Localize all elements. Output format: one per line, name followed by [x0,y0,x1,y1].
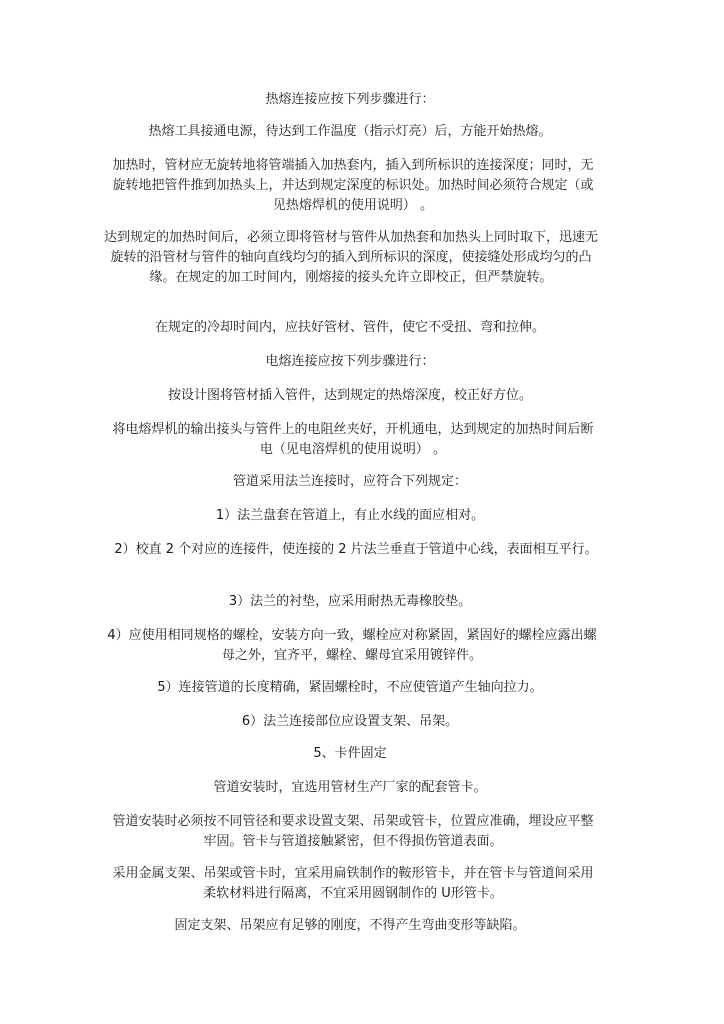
paragraph-support-rigidity: 固定支架、吊架应有足够的刚度，不得产生弯曲变形等缺陷。 [174,918,526,933]
paragraph-electrofusion-welder: 将电熔焊机的输出接头与管件上的电阻丝夹好，开机通电，达到规定的加热时间后断电（见电溶焊机的使用说明） 。 [112,422,594,457]
paragraph-insert-pipe: 按设计图将管材插入管件，达到规定的热熔深度，校正好方位。 [167,388,532,403]
heading-flange-connection: 管道采用法兰连接时，应符合下列规定： [232,474,467,489]
heading-hot-melt-steps: 热熔连接应按下列步骤进行： [265,92,435,107]
list-item-flange-4: 4）应使用相同规格的螺栓，安装方向一致，螺栓应对称紧固，紧固好的螺栓应露出螺母之外，宜齐平，螺栓、螺母宜采用镀锌件。 [107,628,597,663]
heading-electrofusion-steps: 电熔连接应按下列步骤进行： [265,354,435,369]
paragraph-hot-melt-tool: 热熔工具接通电源，待达到工作温度（指示灯亮）后，方能开始热熔。 [148,124,552,139]
paragraph-cooling: 在规定的冷却时间内，应扶好管材、管件，使它不受扭、弯和拉伸。 [154,320,545,335]
paragraph-matching-clamps: 管道安装时，宜选用管材生产厂家的配套管卡。 [213,780,487,795]
paragraph-after-heating: 达到规定的加热时间后，必须立即将管材与管件从加热套和加热头上同时取下，迅速无旋转的沿管材与管件的轴向直线均匀的插入到所标识的深度，使接缝处形成均匀的凸缘。在规定的加工时间内，刚熔接的接头允许立即校正，但严禁旋转。 [104,230,599,285]
list-item-flange-1: 1）法兰盘套在管道上，有止水线的面应相对。 [215,508,485,523]
paragraph-metal-supports: 采用金属支架、吊架或管卡时，宜采用扁铁制作的鞍形管卡，并在管卡与管道间采用柔软材料进行隔离，不宜采用圆钢制作的 U形管卡。 [112,866,594,901]
list-item-flange-2: 2）校直 2 个对应的连接件，使连接的 2 片法兰垂直于管道中心线，表面相互平行。 [114,542,598,557]
paragraph-heating: 加热时，管材应无旋转地将管端插入加热套内，插入到所标识的连接深度；同时，无旋转地把管件推到加热头上，并达到规定深度的标识处。加热时间必须符合规定（或见热熔焊机的使用说明） 。 [112,158,594,213]
paragraph-support-placement: 管道安装时必须按不同管径和要求设置支架、吊架或管卡，位置应准确，埋设应平整牢固。管卡与管道接触紧密，但不得损伤管道表面。 [112,814,594,849]
heading-clamp-fixing: 5、卡件固定 [313,746,387,761]
list-item-flange-5: 5）连接管道的长度精确，紧固螺栓时，不应使管道产生轴向拉力。 [157,680,543,695]
list-item-flange-3: 3）法兰的衬垫，应采用耐热无毒橡胶垫。 [228,594,472,609]
list-item-flange-6: 6）法兰连接部位应设置支架、吊架。 [241,714,459,729]
